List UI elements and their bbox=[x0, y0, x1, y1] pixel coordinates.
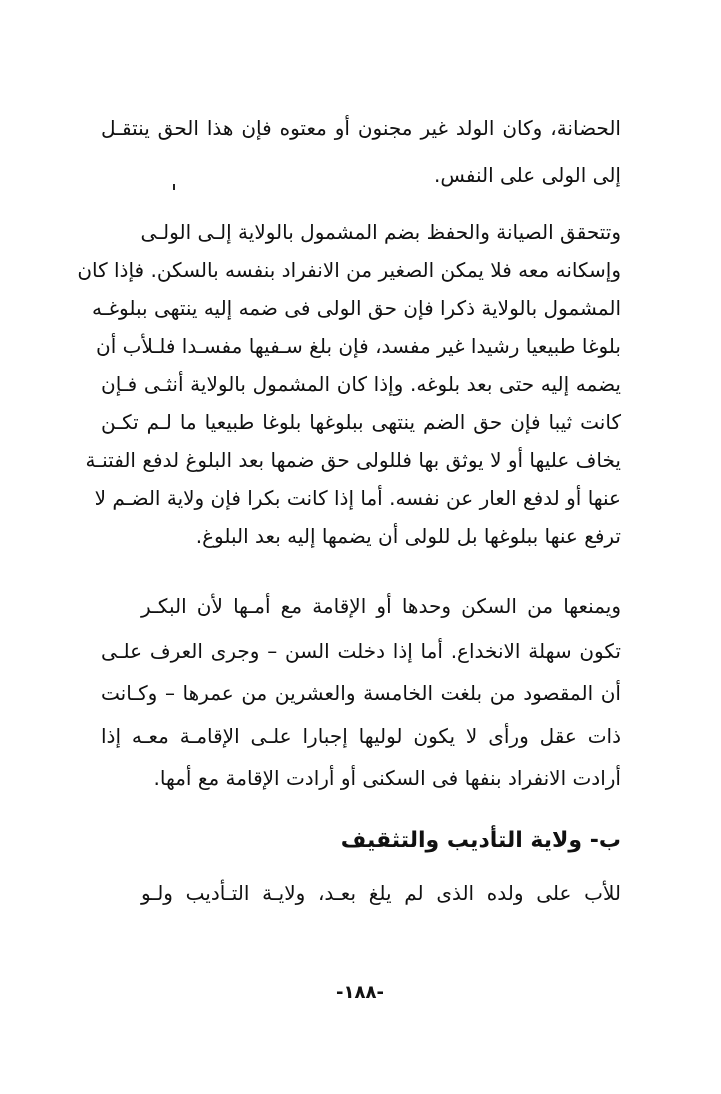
paragraph-2-line-7: يخاف عليها أو لا يوثق بها فللولى حق ضمها بعد البلوغ لدفع الفتنـة bbox=[85, 448, 621, 472]
paragraph-1-line-2: إلى الولى على النفس. bbox=[433, 163, 621, 187]
paragraph-1-line-1: الحضانة، وكان الولد غير مجنون أو معتوه فإن هذا الحق ينتقـل bbox=[101, 116, 621, 140]
paragraph-2-line-2: وإسكانه معه فلا يمكن الصغير من الانفراد بنفسه بالسكن. فإذا كان bbox=[77, 258, 621, 282]
paragraph-2-line-3: المشمول بالولاية ذكرا فإن حق الولى فى ضمه إليه ينتهى ببلوغـه bbox=[91, 296, 621, 320]
final-paragraph-line-1: للأب على ولده الذى لم يلغ بعـد، ولايـة التـأديب ولـو bbox=[141, 881, 621, 905]
paragraph-2-line-9: ترفع عنها ببلوغها بل للولى أن يضمها إليه بعد البلوغ. bbox=[195, 524, 621, 548]
paragraph-3-line-1: ويمنعها من السكن وحدها أو الإقامة مع أمـها لأن البكـر bbox=[141, 594, 621, 618]
paragraph-3-line-4: ذات عقل ورأى لا يكون لوليها إجبارا علـى الإقامـة معـه إذا bbox=[101, 724, 621, 748]
paragraph-2-line-6: كانت ثيبا فإن حق الضم ينتهى ببلوغها بلوغا طبيعيا ما لـم تكـن bbox=[101, 410, 621, 434]
paragraph-3-line-5: أرادت الانفراد بنفها فى السكنى أو أرادت الإقامة مع أمها. bbox=[153, 766, 621, 790]
scan-speck bbox=[173, 184, 175, 190]
paragraph-3-line-3: أن المقصود من بلغت الخامسة والعشرين من عمرها – وكـانت bbox=[101, 681, 621, 705]
paragraph-3-line-2: تكون سهلة الانخداع. أما إذا دخلت السن – وجرى العرف علـى bbox=[101, 639, 621, 663]
paragraph-2-line-5: يضمه إليه حتى بعد بلوغه. وإذا كان المشمول بالولاية أنثـى فـإن bbox=[101, 372, 621, 396]
paragraph-2-line-4: بلوغا طبيعيا رشيدا غير مفسد، فإن بلغ سـفيها مفسـدا فلـلأب أن bbox=[96, 334, 621, 358]
paragraph-2-line-8: عنها أو لدفع العار عن نفسه. أما إذا كانت بكرا فإن ولاية الضـم لا bbox=[94, 486, 621, 510]
section-heading: ب- ولاية التأديب والتثقيف bbox=[340, 828, 621, 853]
page-number: -١٨٨- bbox=[336, 982, 384, 1003]
paragraph-2-line-1: وتتحقق الصيانة والحفظ بضم المشمول بالولاية إلـى الولـى bbox=[140, 220, 621, 244]
